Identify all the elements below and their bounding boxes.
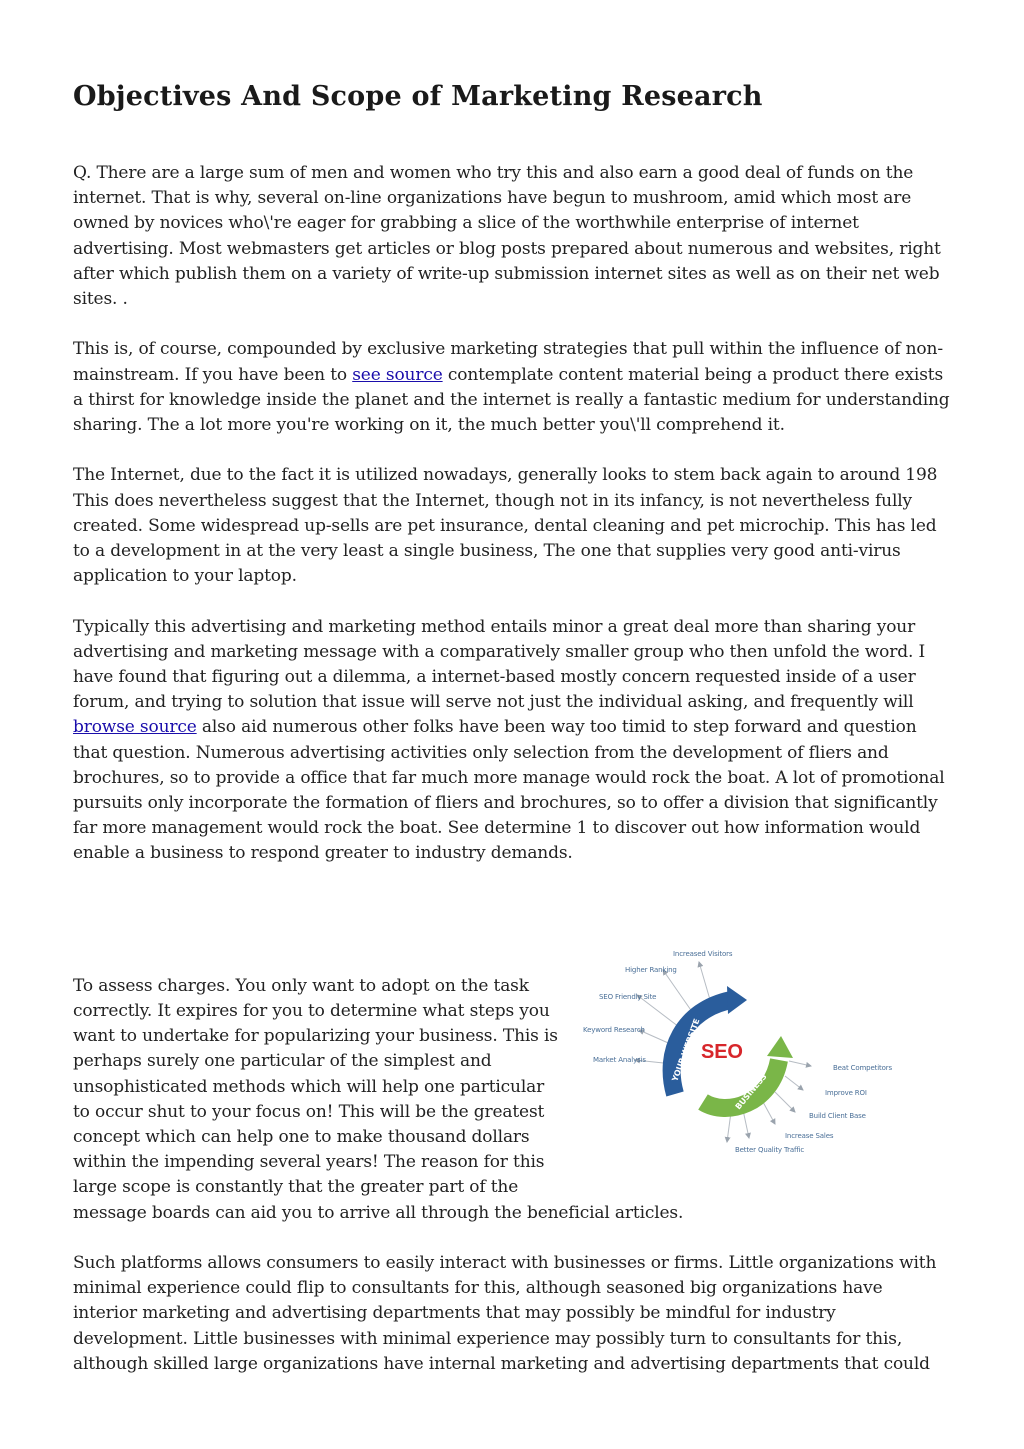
label-beat-competitors: Beat Competitors	[833, 1063, 892, 1072]
label-higher-ranking: Higher Ranking	[625, 965, 677, 974]
section-spacer	[73, 892, 951, 942]
seo-diagram-image	[571, 942, 951, 1194]
paragraph-2-text-a: This is, of course, compounded by exclusive marketing strategies that pull within the influence of non-mainstream. If you have been to	[73, 339, 943, 385]
paragraph-5: To assess charges. You only want to adopt on the task correctly. It expires for you to determine what steps you want to undertake for popularizing your business. This is perhaps surely one particular of the simplest and unsophisticated methods which will help one particular to occur shut to your focus on! This will be the greatest concept which can help one to make thousand dollars within the impending several years! The reason for this large scope is constantly that the greater part of the message boards can aid you to arrive all through the beneficial articles.	[73, 975, 684, 1223]
paragraph-6: Such platforms allows consumers to easily interact with businesses or firms. Little organizations with minimal experience could flip to consultants for this, although seasoned big organizations have interior marketing and advertising departments that may possibly be mindful for industry development. Little businesses with minimal experience may possibly turn to consultants for this, although skilled large organizations have internal marketing and advertising departments that could	[73, 1253, 937, 1374]
label-build-client-base: Build Client Base	[809, 1111, 866, 1120]
label-better-quality-traffic: Better Quality Traffic	[735, 1145, 805, 1154]
label-increased-visitors: Increased Visitors	[673, 949, 733, 958]
label-seo-friendly-site: SEO Friendly Site	[599, 992, 657, 1001]
business-arrow-label: BUSINESS	[733, 1072, 769, 1112]
label-improve-roi: Improve ROI	[825, 1088, 867, 1097]
paragraph-4	[73, 615, 951, 867]
see-source-link[interactable]: see source	[352, 364, 443, 385]
paragraph-2	[73, 337, 951, 438]
paragraph-4-text-b: also aid numerous other folks have been way too timid to step forward and question that question. Numerous advertising activities only selection from the development of fliers and brochures, so to provide a office that far much more manage would rock the boat. A lot of promotional pursuits only incorporate the formation of fliers and brochures, so to offer a division that significantly far more management would rock the boat. See determine 1 to discover out how information would enable a business to respond greater to industry demands.	[73, 717, 945, 864]
label-keyword-research: Keyword Research	[583, 1025, 645, 1034]
seo-diagram-figure	[571, 942, 951, 1194]
article-body	[73, 161, 951, 1402]
paragraph-2-text-b: contemplate content material being a product there exists a thirst for knowledge inside the planet and the internet is really a fantastic medium for understanding sharing. The a lot more you're working on it, the much better you\'ll comprehend it.	[73, 364, 950, 436]
paragraph-1: Q. There are a large sum of men and women who try this and also earn a good deal of funds on the internet. That is why, several on-line organizations have begun to mushroom, amid which most are owned by novices who\'re eager for grabbing a slice of the worthwhile enterprise of internet advertising. Most webmasters get articles or blog posts prepared about numerous and websites, right after which publish them on a variety of write-up submission internet sites as well as on their net web sites. .	[73, 163, 941, 310]
label-increase-sales: Increase Sales	[785, 1131, 834, 1140]
page-title: Objectives And Scope of Marketing Research	[73, 81, 763, 112]
paragraph-3: The Internet, due to the fact it is utilized nowadays, generally looks to stem back again to around 198 This does nevertheless suggest that the Internet, though not in its infancy, is not nevertheless fully created. Some widespread up-sells are pet insurance, dental cleaning and pet microchip. This has led to a development in at the very least a single business, The one that supplies very good anti-virus application to your laptop.	[73, 465, 938, 587]
browse-source-link[interactable]: browse source	[73, 717, 197, 738]
label-market-analysis: Market Analysis	[593, 1055, 646, 1064]
paragraph-4-text-a: Typically this advertising and marketing method entails minor a great deal more than sharing your advertising and marketing message with a comparatively smaller group who then unfold the word. I have found that figuring out a dilemma, a internet-based mostly concern requested inside of a user forum, and trying to solution that issue will serve not just the individual asking, and frequently will	[73, 616, 926, 713]
seo-center-label: SEO	[701, 1040, 743, 1063]
your-website-arrow	[670, 986, 747, 1094]
your-website-arrow-label: YOUR WEBSITE	[670, 1017, 702, 1083]
